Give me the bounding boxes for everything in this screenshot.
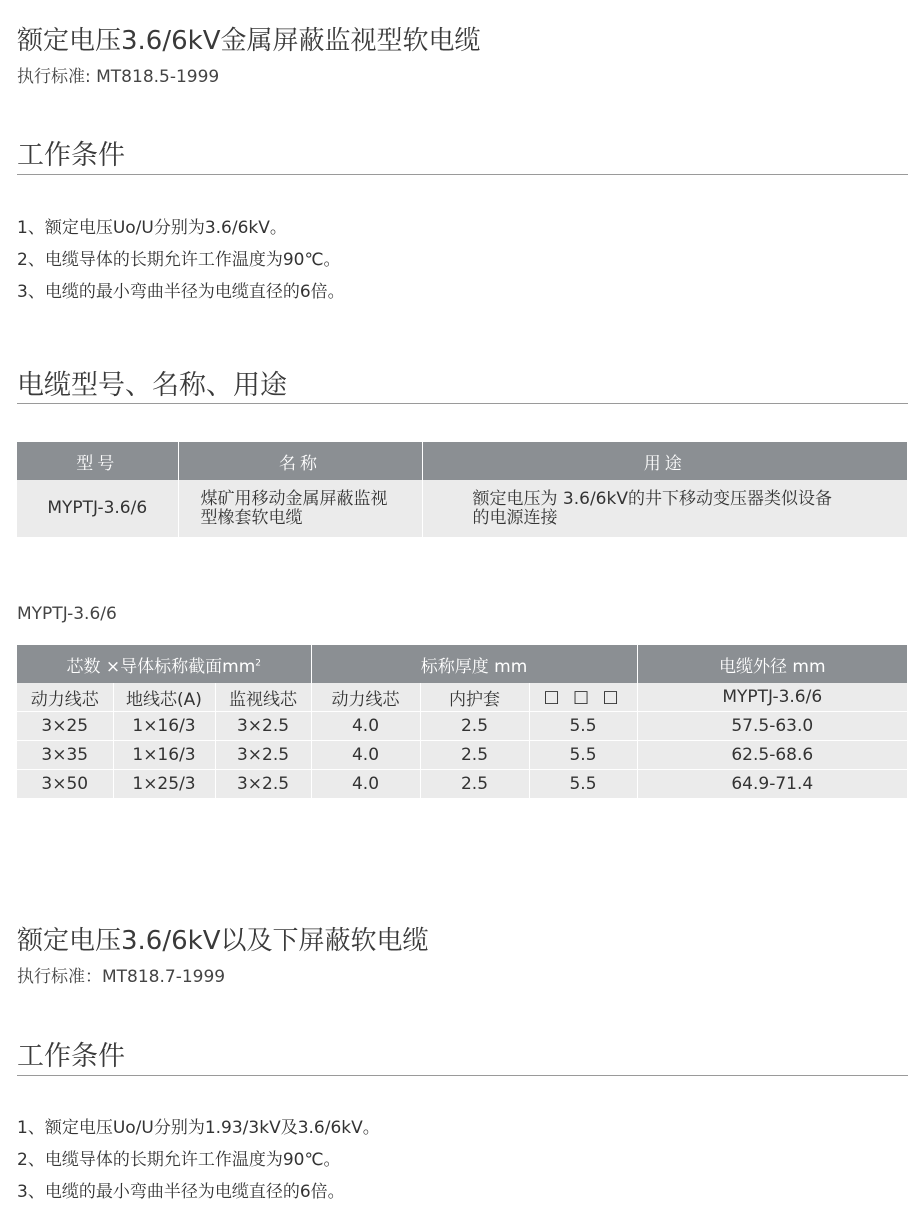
- unit-superscript: 2: [255, 657, 262, 668]
- table-cell: 3×2.5: [215, 712, 311, 741]
- conditions-heading: 工作条件: [17, 140, 125, 171]
- header-usage: 用途: [422, 442, 907, 480]
- table-cell: 5.5: [529, 741, 637, 770]
- table-cell: 3×25: [17, 712, 113, 741]
- table-cell: 2.5: [420, 770, 529, 799]
- condition-item: 1、额定电压Uo/U分别为1.93/3kV及3.6/6kV。: [17, 1118, 380, 1138]
- model-heading: 电缆型号、名称、用途: [17, 370, 287, 401]
- table-cell: 3×2.5: [215, 770, 311, 799]
- header-cores: [17, 645, 311, 683]
- usage-line: 的电源连接: [472, 507, 558, 528]
- header-cores-text: 芯数 ×导体标称截面mm: [66, 656, 256, 677]
- cell-name: [178, 480, 422, 537]
- section-divider: [17, 1075, 908, 1076]
- standard-label: 执行标准：MT818.7-1999: [17, 967, 226, 987]
- header-model: 型号: [17, 442, 178, 480]
- table-cell: 4.0: [311, 741, 420, 770]
- table-cell: 1×25/3: [113, 770, 215, 799]
- header-name: 名称: [178, 442, 422, 480]
- name-line: 型橡套软电缆: [200, 507, 303, 528]
- table-cell: 57.5-63.0: [637, 712, 907, 741]
- table-cell: 5.5: [529, 712, 637, 741]
- product-title: 额定电压3.6/6kV以及下屏蔽软电缆: [17, 926, 429, 956]
- table-cell: 2.5: [420, 741, 529, 770]
- table-row: [17, 712, 907, 741]
- condition-item: 3、电缆的最小弯曲半径为电缆直径的6倍。: [17, 282, 345, 302]
- subheader-cell: 监视线芯: [215, 683, 311, 712]
- cell-usage: [422, 480, 907, 537]
- table-header-row: [17, 442, 907, 480]
- condition-item: 1、额定电压Uo/U分别为3.6/6kV。: [17, 218, 287, 238]
- table-cell: 4.0: [311, 712, 420, 741]
- product-title: 额定电压3.6/6kV金属屏蔽监视型软电缆: [17, 26, 481, 56]
- table-row: [17, 741, 907, 770]
- table-cell: 3×50: [17, 770, 113, 799]
- subheader-cell: □ □ □: [529, 683, 637, 712]
- cell-model: MYPTJ-3.6/6: [17, 480, 178, 537]
- subheader-cell: 内护套: [420, 683, 529, 712]
- subheader-cell: MYPTJ-3.6/6: [637, 683, 907, 712]
- table-row: [17, 770, 907, 799]
- subheader-cell: 动力线芯: [311, 683, 420, 712]
- name-line: 煤矿用移动金属屏蔽监视: [200, 488, 388, 509]
- subheader-cell: 动力线芯: [17, 683, 113, 712]
- header-thickness: 标称厚度 mm: [311, 645, 637, 683]
- table-cell: 4.0: [311, 770, 420, 799]
- table-row: [17, 480, 907, 537]
- spec-table: [17, 645, 907, 798]
- header-diameter: 电缆外径 mm: [637, 645, 907, 683]
- table-cell: 5.5: [529, 770, 637, 799]
- table-subheader-row: [17, 683, 907, 712]
- table-cell: 64.9-71.4: [637, 770, 907, 799]
- usage-line: 额定电压为 3.6/6kV的井下移动变压器类似设备: [472, 488, 832, 509]
- table-cell: 3×35: [17, 741, 113, 770]
- table-cell: 62.5-68.6: [637, 741, 907, 770]
- model-table: [17, 442, 907, 537]
- table-cell: 2.5: [420, 712, 529, 741]
- table-cell: 3×2.5: [215, 741, 311, 770]
- table-cell: 1×16/3: [113, 741, 215, 770]
- table-cell: 1×16/3: [113, 712, 215, 741]
- condition-item: 2、电缆导体的长期允许工作温度为90℃。: [17, 250, 341, 270]
- condition-item: 3、电缆的最小弯曲半径为电缆直径的6倍。: [17, 1182, 345, 1202]
- condition-item: 2、电缆导体的长期允许工作温度为90℃。: [17, 1150, 341, 1170]
- section-divider: [17, 174, 908, 175]
- conditions-heading: 工作条件: [17, 1041, 125, 1072]
- spec-table-label: MYPTJ-3.6/6: [17, 604, 117, 624]
- table-header-row: [17, 645, 907, 683]
- subheader-cell: 地线芯(A): [113, 683, 215, 712]
- section-divider: [17, 403, 908, 404]
- standard-label: 执行标准: MT818.5-1999: [17, 67, 220, 87]
